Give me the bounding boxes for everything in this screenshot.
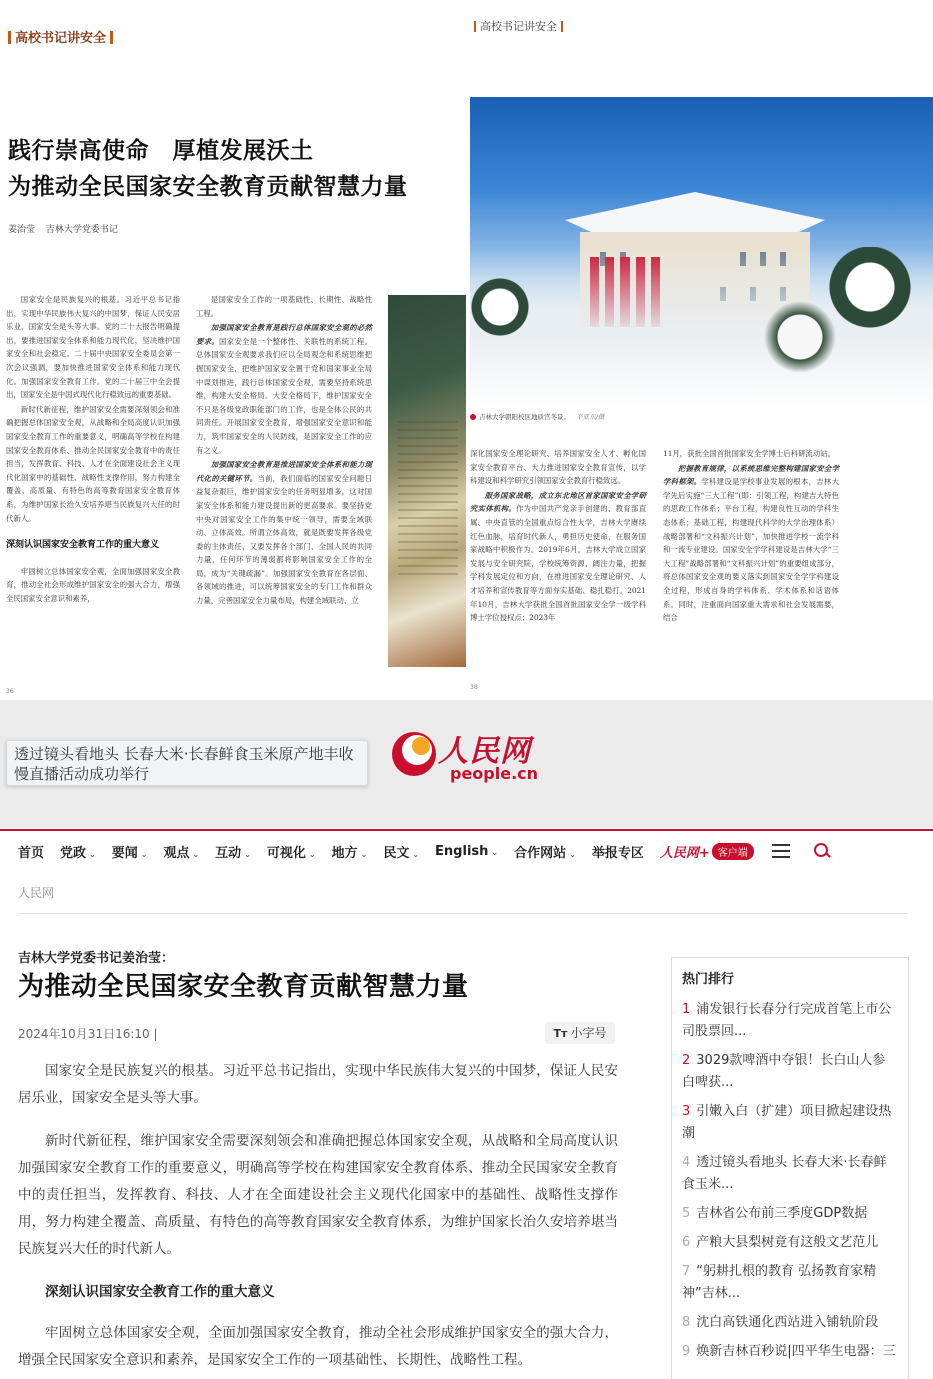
nav-visual[interactable]: 可视化 ⌄ <box>266 845 316 861</box>
hot-item[interactable]: 6 产粮大县梨树竟有这般文艺范儿 <box>682 1235 879 1250</box>
chevron-down-icon: ⌄ <box>308 849 316 859</box>
photo-caption: 吉林大学朝阳校区地质宫冬景。 辛亚东/摄 <box>470 412 604 421</box>
hot-item[interactable]: 2 3029款啤酒中夺银！长白山人参白啤获... <box>682 1053 886 1090</box>
nav-news[interactable]: 要闻 ⌄ <box>111 845 148 861</box>
chevron-down-icon: ⌄ <box>412 849 420 859</box>
nav-ethnic[interactable]: 民文 ⌄ <box>383 845 420 861</box>
chevron-down-icon: ⌄ <box>360 849 368 859</box>
nav-report[interactable]: 举报专区 <box>591 845 644 861</box>
magazine-title: 践行崇高使命 厚植发展沃土 为推动全民国家安全教育贡献智慧力量 <box>8 138 408 200</box>
chevron-down-icon: ⌄ <box>89 849 96 859</box>
hot-item[interactable]: 8 沈白高铁通化西站进入铺轨阶段 <box>682 1315 879 1330</box>
magazine-column-2: 是国家安全工作的一项基础性、长期性、战略性工程。 加强国家安全教育是践行总体国家安全观的必然要求。国家安全是一个整体性、关联性的系统工程。总体国家安全观要求我们应以全局观念和系统思维把握国家安全，把维护国家安全置于党和国家事业全局中谋划推进，践行总体国家安全观，需要坚持系统思维，构建大安全格局。大安全格局下，维护国家安全不只是各级党政职能部门的工作，也是全体公民的共同责任。开展国家安全教育，增强国家安全意识和能力，筑牢国家安全的人民防线，是国家安全工作的应有之义。 加强国家安全教育是推进国家安全体系和能力现代化的关键环节。当前，我们面临的国家安全问题日益复杂艰巨，维护国家安全的任务明显增多，这对国家安全体系和能力建设提出新的更高要求。要坚持党中央对国家安全工作的集中统一领导，需要全域联动、立体高效。所谓立体高效，就是既要发挥各级党委的主体责任，又要发挥各个部门、全国人民的共同力量，任何环节的薄弱都将影响国家安全工作的全局，成为“关键疏漏”。加强国家安全教育在各层面、各领域的推进，可以统筹国家安全的专门工作和群众力量，完善国家安全力量布局，构建全域联动、立 <box>196 295 372 606</box>
geology-palace-photo <box>470 97 933 407</box>
magazine-byline <box>8 222 126 235</box>
font-size-toggle[interactable]: Tт 小字号 <box>545 1022 615 1044</box>
divider <box>18 913 908 914</box>
font-size-icon: Tт <box>553 1027 568 1040</box>
people-cn-logo[interactable]: 人民网 people.cn <box>388 728 548 788</box>
ancient-books-photo <box>388 295 466 667</box>
hot-item[interactable]: 5 吉林省公布前三季度GDP数据 <box>682 1206 868 1221</box>
nav-party[interactable]: 党政 ⌄ <box>60 845 96 861</box>
publish-time: 2024年10月31日16:10 <box>18 1027 150 1041</box>
nav-partners[interactable]: 合作网站 ⌄ <box>514 845 576 861</box>
hot-item[interactable]: 3 引嫩入白（扩建）项目掀起建设热潮 <box>682 1104 892 1141</box>
magazine-column-4: 11月，获批全国首批国家安全学博士后科研流动站。 把握教育规律，以系统思维完整构建国家安全学学科框架。学科建设是学校事业发展的根本，吉林大学先后实施“三大工程”(即：引领工程，构建吉大特色的思政工作体系；平台工程，构建良性互动的学科生态体系；基础工程，构建现代科学的大学治理体系）战略部署和“文科振兴计划”，加快推进学校一流学科和一流专业建设。国家安全学学科建设是吉林大学“三大工程”战略部署和“文科振兴计划”的重要组成部分，将总体国家安全观的要义落实到国家安全学学科建设全过程，形成自身的学科体系、学术体系和话语体系。同时，注重面向国家重大需求和社会发展需要，结合 <box>663 449 839 623</box>
camera-dot-icon <box>470 414 476 420</box>
article-paragraph: 国家安全是民族复兴的根基。习近平总书记指出，实现中华民族伟大复兴的中国梦，保证人民安居乐业，国家安全是头等大事。 <box>18 1063 618 1106</box>
breadcrumb[interactable]: 人民网 <box>18 886 55 900</box>
author-name: 姜治莹 <box>8 225 36 235</box>
nav-local[interactable]: 地方 ⌄ <box>331 845 368 861</box>
hot-item[interactable]: 1 浦发银行长春分行完成首笔上市公司股票回... <box>682 1002 892 1039</box>
hot-item[interactable]: 4 透过镜头看地头 长春大米·长春鲜食玉米... <box>682 1155 887 1192</box>
section-tag: 高校书记讲安全 <box>4 27 117 46</box>
nav-english[interactable]: English ⌄ <box>435 843 499 859</box>
article-body <box>18 1058 618 1379</box>
logo-emblem-icon <box>388 728 440 780</box>
featured-news-link[interactable]: 透过镜头看地头 长春大米·长春鲜食玉米原产地丰收慢直播活动成功举行 <box>6 740 368 786</box>
chevron-down-icon: ⌄ <box>569 849 576 859</box>
article-paragraph: 牢固树立总体国家安全观，全面加强国家安全教育，推动全社会形成维护国家安全的强大合力，增强全民国家安全意识和素养，是国家安全工作的一项基础性、长期性、战略性工程。 <box>18 1325 618 1368</box>
magazine-column-3: 深化国家安全理论研究、培养国家安全人才、孵化国家安全教育平台、大力推进国家安全教育宣传，以学科建设和科学研究引领国家安全教育行稳致远。 服务国家战略，成立东北地区首家国家安全学研究实体机构。作为中国共产党亲手创建的、教育部直属、中央直管的全国重点综合性大学，吉林大学赓续红色血脉，培育时代新人，勇担历史使命，在服务国家战略中积极作为。2019年6月，吉林大学成立国家发展与安全研究院，学校统筹资源、阔注力量，把握学科发展定位和方向，在推进国家安全理论研究、人才培养和宣传教育等方面夯实基础、稳扎稳打。2021年10月，吉林大学获批全国首批国家安全学一级学科博士学位授权点；2023年 <box>470 449 646 623</box>
app-download-link[interactable]: 人民网+ 客户端 <box>660 842 754 861</box>
article-meta: 2024年10月31日16:10 | <box>18 1027 158 1041</box>
magazine-page-left <box>0 0 466 700</box>
article-paragraph: 新时代新征程，维护国家安全需要深刻领会和准确把握总体国家安全观，从战略和全局高度认识加强国家安全教育工作的重要意义，明确高等学校在构建国家安全教育体系、推动全民国家安全教育中的责任担当，发挥教育、科技、人才在全面建设社会主义现代化国家中的基础性、战略性支撑作用，努力构建全覆盖、高质量、有特色的高等教育国家安全教育体系，为维护国家长治久安培养堪当民族复兴大任的时代新人。 <box>18 1133 618 1257</box>
chevron-down-icon: ⌄ <box>491 847 499 857</box>
page-title: 为推动全民国家安全教育贡献智慧力量 <box>18 972 469 1002</box>
author-title: 吉林大学党委书记 <box>45 225 118 235</box>
hot-item[interactable]: 9 焕新吉林百秒说|四平华生电器：三 <box>682 1344 896 1359</box>
chevron-down-icon: ⌄ <box>244 849 251 859</box>
hot-ranking-title: 热门排行 <box>682 972 735 987</box>
article-subheading: 深刻认识国家安全教育工作的重大意义 <box>45 1284 275 1300</box>
nav-interact[interactable]: 互动 ⌄ <box>215 845 251 861</box>
page-number-right: 38 <box>470 684 478 691</box>
chevron-down-icon: ⌄ <box>140 849 148 859</box>
article-kicker: 吉林大学党委书记姜治莹： <box>18 951 175 966</box>
main-nav <box>0 829 933 871</box>
nav-opinion[interactable]: 观点 ⌄ <box>163 845 200 861</box>
hot-ranking <box>671 957 909 1379</box>
hot-item[interactable]: 7 “躬耕扎根的教育 弘扬教育家精神”吉林... <box>682 1264 877 1301</box>
nav-home[interactable]: 首页 <box>18 845 45 861</box>
magazine-column-1: 国家安全是民族复兴的根基。习近平总书记指出，实现中华民族伟大复兴的中国梦，保证人民安居乐业，国家安全是头等大事。党的二十大报告明确提出，要推进国家安全体系和能力现代化，坚决维护国家安全和社会稳定。二十届中央国家安全委员会第一次会议强调，要加快推进国家安全体系和能力现代化。加强国家安全教育工作。党的二十届三中全会提出，国家安全是中国式现代化行稳致远的重要基础。 新时代新征程，维护国家安全需要深刻领会和准确把握总体国家安全观，从战略和全局高度认识加强国家安全教育工作的重要意义，明确高等学校在构建国家安全教育体系、推动全民国家安全教育中的责任担当，发挥教育、科技、人才在全面建设社会主义现代化国家中的基础性、战略性支撑作用，努力构建全覆盖、高质量、有特色的高等教育国家安全教育体系，为维护国家长治久安培养堪当民族复兴大任的时代新人。 深刻认识国家安全教育工作的重大意义 牢固树立总体国家安全观，全面加强国家安全教育，推动全社会形成维护国家安全的强大合力，增强全民国家安全意识和素养， <box>6 295 180 603</box>
chevron-down-icon: ⌄ <box>192 849 200 859</box>
section-tag-right: 高校书记讲安全 <box>470 18 567 34</box>
search-icon[interactable] <box>814 843 830 859</box>
hamburger-menu-icon[interactable] <box>772 844 790 858</box>
magazine-page-right <box>470 0 933 700</box>
page-number-left: 36 <box>6 688 14 695</box>
